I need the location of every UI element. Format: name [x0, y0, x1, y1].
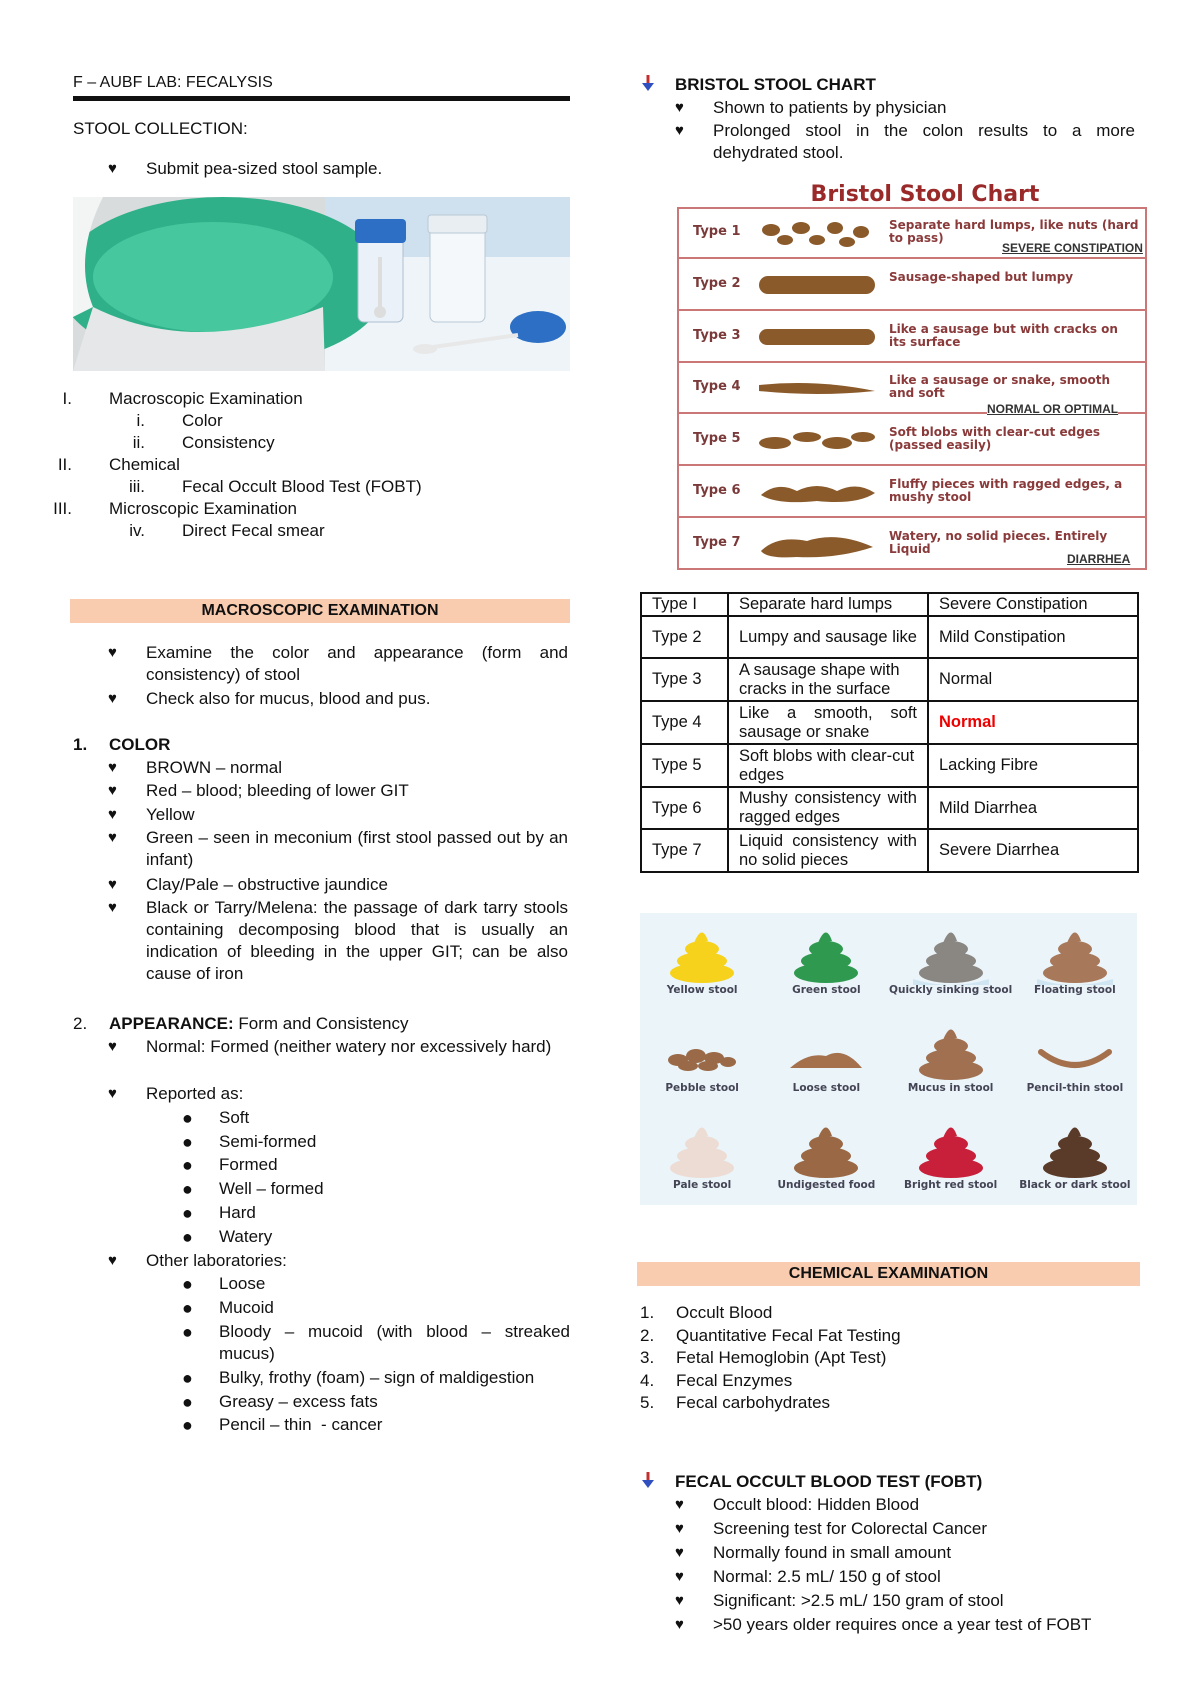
collection-title: STOOL COLLECTION:	[73, 119, 248, 138]
table-row	[641, 829, 1138, 872]
table-cell: Like a smooth, soft sausage or snake	[728, 701, 928, 744]
stool-type-label: Floating stool	[1034, 984, 1116, 997]
stool-icon	[913, 1114, 989, 1185]
table-row	[641, 616, 1138, 658]
heart-icon: ♥	[675, 1496, 684, 1513]
table-row	[641, 744, 1138, 787]
heart-icon: ♥	[108, 829, 117, 846]
heart-icon: ♥	[108, 759, 117, 776]
table-row	[641, 593, 1138, 616]
stool-type-label: Undigested food	[777, 1178, 876, 1191]
heart-icon: ♥	[675, 1616, 684, 1633]
stool-shape-icon	[757, 320, 879, 359]
dot-icon: ●	[182, 1298, 193, 1318]
dot-icon: ●	[182, 1368, 193, 1388]
stool-shape-icon	[757, 527, 879, 566]
stool-type-item	[1013, 913, 1137, 1010]
stool-type-label: Yellow stool	[666, 984, 738, 997]
stool-shape-icon	[757, 423, 879, 462]
chart-row-desc: Separate hard lumps, like nuts (hard to pass)	[889, 217, 1139, 245]
bristol-chart-title: Bristol Stool Chart	[810, 182, 1040, 207]
table-cell: Normal	[928, 658, 1138, 701]
left-header: F – AUBF LAB: FECALYSIS	[73, 74, 273, 91]
stool-icon	[913, 919, 989, 990]
chart-row	[677, 311, 1147, 363]
heart-icon: ♥	[108, 690, 117, 707]
heart-icon: ♥	[108, 782, 117, 799]
stool-icon	[664, 919, 740, 990]
stool-type-label: Green stool	[792, 984, 861, 997]
chart-row	[677, 259, 1147, 311]
table-cell: Type 7	[641, 829, 728, 872]
chart-row	[677, 207, 1147, 259]
dot-icon: ●	[182, 1203, 193, 1223]
stool-icon	[788, 1114, 864, 1185]
header-rule	[73, 96, 570, 101]
dot-icon: ●	[182, 1108, 193, 1128]
heart-icon: ♥	[675, 99, 684, 116]
chart-row-desc: Watery, no solid pieces. Entirely Liquid	[889, 529, 1108, 557]
table-cell: Mild Diarrhea	[928, 787, 1138, 829]
chart-row-type: Type 2	[693, 275, 741, 291]
stool-type-label: Mucus in stool	[907, 1081, 994, 1094]
table-cell: Severe Diarrhea	[928, 829, 1138, 872]
chart-row-tag: DIARRHEA	[1067, 551, 1131, 566]
chart-row	[677, 414, 1147, 466]
dot-icon: ●	[182, 1179, 193, 1199]
chart-row-type: Type 4	[693, 379, 741, 395]
chem-header: CHEMICAL EXAMINATION	[637, 1262, 1140, 1286]
dot-icon: ●	[182, 1155, 193, 1175]
stool-type-label: Black or dark stool	[1019, 1178, 1131, 1191]
table-cell: A sausage shape with cracks in the surface	[728, 658, 928, 701]
heart-icon: ♥	[108, 644, 117, 661]
table-cell: Mild Constipation	[928, 616, 1138, 658]
table-cell: Severe Constipation	[928, 593, 1138, 616]
stool-types-grid	[640, 913, 1137, 1205]
table-row	[641, 787, 1138, 829]
stool-type-item	[1013, 1108, 1137, 1205]
stool-type-label: Pebble stool	[665, 1081, 739, 1094]
chart-row-type: Type 1	[693, 223, 741, 239]
table-cell: Type 3	[641, 658, 728, 701]
table-cell: Liquid consistency with no solid pieces	[728, 829, 928, 872]
chart-row	[677, 518, 1147, 570]
stool-shape-icon	[757, 268, 879, 307]
heart-icon: ♥	[675, 1520, 684, 1537]
stool-icon	[1037, 1016, 1113, 1087]
table-cell: Soft blobs with clear-cut edges	[728, 744, 928, 787]
heart-icon: ♥	[108, 1085, 117, 1102]
chart-row-tag: NORMAL OR OPTIMAL	[987, 402, 1119, 417]
stool-shape-icon	[757, 216, 879, 255]
table-cell: Type 5	[641, 744, 728, 787]
dot-icon: ●	[182, 1227, 193, 1247]
stool-type-item	[889, 913, 1013, 1010]
dot-icon: ●	[182, 1392, 193, 1412]
stool-shape-icon	[757, 371, 879, 410]
arrow-bullet-icon	[640, 1472, 656, 1496]
heart-icon: ♥	[108, 899, 117, 916]
stool-type-item	[640, 1010, 764, 1107]
chart-row-desc: Fluffy pieces with ragged edges, a mushy stool	[889, 477, 1123, 505]
heart-icon: ♥	[108, 806, 117, 823]
chart-row-type: Type 7	[693, 535, 741, 551]
stool-icon	[788, 919, 864, 990]
dot-icon: ●	[182, 1415, 193, 1435]
chart-row-type: Type 5	[693, 431, 741, 447]
collection-photo	[73, 197, 570, 371]
heart-icon: ♥	[675, 1544, 684, 1561]
bristol-chart-rows	[677, 207, 1147, 570]
chart-row	[677, 363, 1147, 415]
stool-type-item	[764, 1010, 888, 1107]
chart-row-desc: Soft blobs with clear-cut edges (passed easily)	[889, 425, 1101, 453]
chart-row-desc: Sausage-shaped but lumpy	[889, 269, 1074, 284]
arrow-bullet-icon	[640, 75, 656, 99]
stool-type-label: Bright red stool	[904, 1178, 998, 1191]
chart-row-desc: Like a sausage or snake, smooth and soft	[889, 373, 1111, 401]
heart-icon: ♥	[108, 160, 117, 177]
stool-type-item	[889, 1010, 1013, 1107]
dot-icon: ●	[182, 1132, 193, 1152]
table-cell: Lacking Fibre	[928, 744, 1138, 787]
stool-type-item	[889, 1108, 1013, 1205]
stool-shape-icon	[757, 475, 879, 514]
table-cell: Mushy consistency with ragged edges	[728, 787, 928, 829]
chart-row-tag: SEVERE CONSTIPATION	[1002, 240, 1143, 255]
stool-icon	[664, 1016, 740, 1087]
heart-icon: ♥	[108, 1038, 117, 1055]
macro-header: MACROSCOPIC EXAMINATION	[70, 599, 570, 623]
stool-type-label: Quickly sinking stool	[889, 984, 1013, 997]
dot-icon: ●	[182, 1322, 193, 1342]
stool-icon	[1037, 919, 1113, 990]
stool-type-label: Pencil-thin stool	[1026, 1081, 1124, 1094]
stool-type-label: Pale stool	[673, 1178, 732, 1191]
stool-type-item	[764, 913, 888, 1010]
table-cell: Lumpy and sausage like	[728, 616, 928, 658]
heart-icon: ♥	[108, 1252, 117, 1269]
heart-icon: ♥	[675, 122, 684, 139]
table-row	[641, 701, 1138, 744]
stool-type-item	[1013, 1010, 1137, 1107]
heart-icon: ♥	[108, 876, 117, 893]
table-row	[641, 658, 1138, 701]
chart-row-type: Type 6	[693, 483, 741, 499]
table-cell: Type 6	[641, 787, 728, 829]
table-cell: Separate hard lumps	[728, 593, 928, 616]
table-cell: Type 2	[641, 616, 728, 658]
table-cell: Type I	[641, 593, 728, 616]
dot-icon: ●	[182, 1274, 193, 1294]
bristol-table	[640, 592, 1139, 873]
heart-icon: ♥	[675, 1568, 684, 1585]
table-cell: Type 4	[641, 701, 728, 744]
table-cell: Normal	[928, 701, 1138, 744]
stool-type-item	[640, 913, 764, 1010]
heart-icon: ♥	[675, 1592, 684, 1609]
chart-row-type: Type 3	[693, 327, 741, 343]
stool-icon	[1037, 1114, 1113, 1185]
stool-type-item	[764, 1108, 888, 1205]
stool-type-item	[640, 1108, 764, 1205]
stool-icon	[913, 1016, 989, 1087]
stool-icon	[664, 1114, 740, 1185]
chart-row-desc: Like a sausage but with cracks on its surface	[889, 321, 1118, 349]
chart-row	[677, 466, 1147, 518]
stool-types-image	[640, 913, 1137, 1205]
stool-type-label: Loose stool	[792, 1081, 861, 1094]
stool-icon	[788, 1016, 864, 1087]
bristol-chart-image	[675, 180, 1175, 572]
